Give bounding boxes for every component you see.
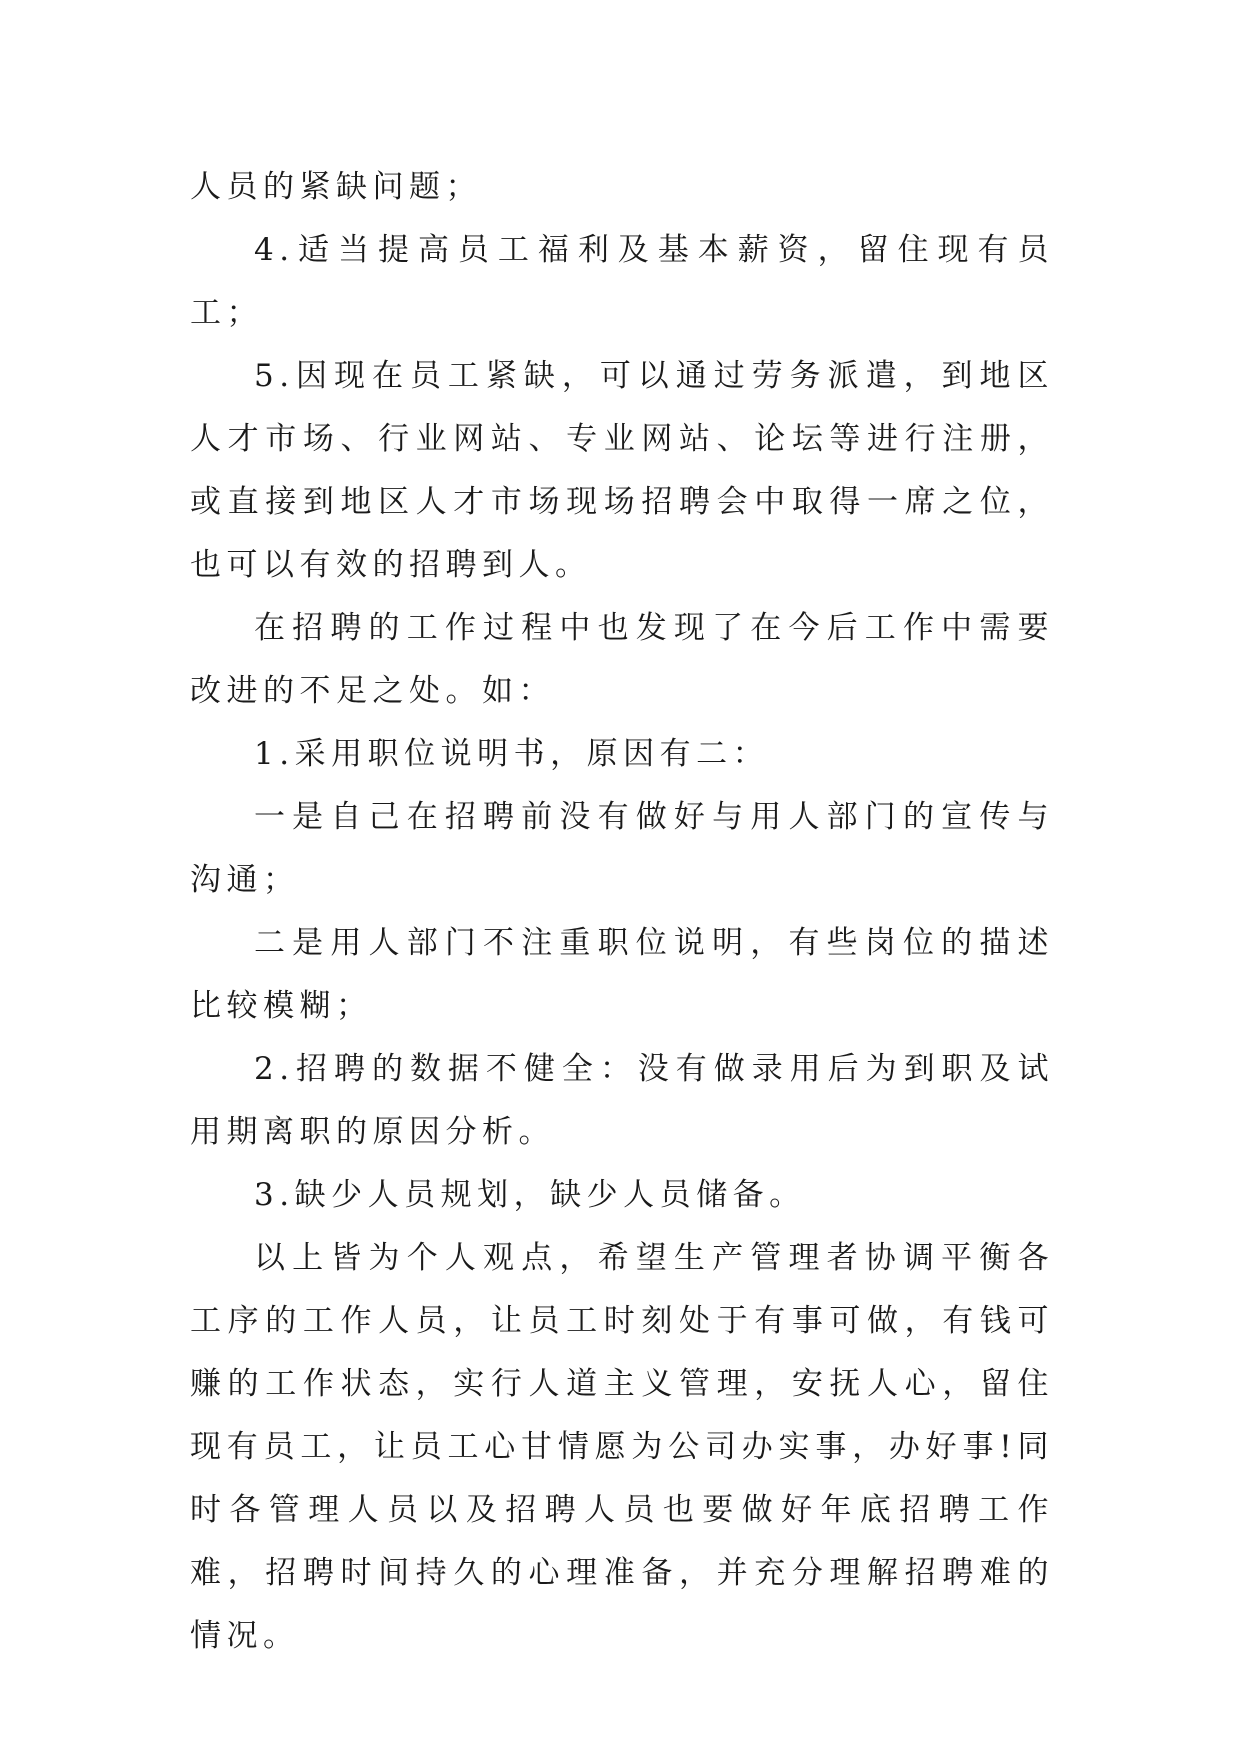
document-body	[190, 156, 1054, 1668]
improvement-reason-1: 一是自己在招聘前没有做好与用人部门的宣传与沟通；	[190, 799, 1054, 898]
list-item-5: 5.因现在员工紧缺，可以通过劳务派遣，到地区人才市场、行业网站、专业网站、论坛等进行注册，或直接到地区人才市场现场招聘会中取得一席之位，也可以有效的招聘到人。	[190, 358, 1054, 583]
improvement-item-2: 2.招聘的数据不健全：没有做录用后为到职及试用期离职的原因分析。	[190, 1051, 1054, 1150]
improvement-item-1: 1.采用职位说明书，原因有二：	[254, 736, 770, 772]
paragraph-continuation: 人员的紧缺问题；	[190, 169, 482, 205]
list-item-4: 4.适当提高员工福利及基本薪资，留住现有员工；	[190, 232, 1054, 331]
improvement-reason-2: 二是用人部门不注重职位说明，有些岗位的描述比较模糊；	[190, 925, 1054, 1024]
paragraph-improvements-intro: 在招聘的工作过程中也发现了在今后工作中需要改进的不足之处。如：	[190, 610, 1054, 709]
improvement-item-3: 3.缺少人员规划，缺少人员储备。	[254, 1177, 806, 1213]
paragraph-conclusion: 以上皆为个人观点，希望生产管理者协调平衡各工序的工作人员，让员工时刻处于有事可做，有钱可赚的工作状态，实行人道主义管理，安抚人心，留住现有员工，让员工心甘情愿为公司办实事，办好事!同时各管理人员以及招聘人员也要做好年底招聘工作难，招聘时间持久的心理准备，并充分理解招聘难的情况。	[190, 1240, 1054, 1654]
